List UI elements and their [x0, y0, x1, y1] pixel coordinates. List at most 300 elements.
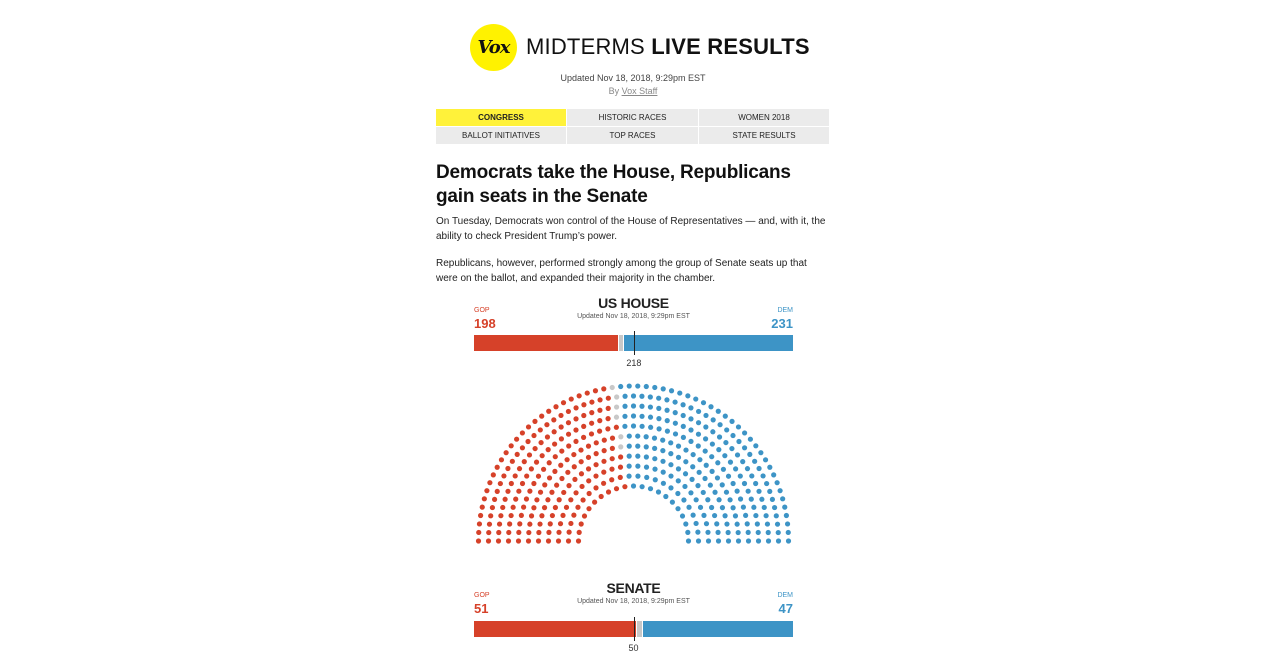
seat-gop[interactable]: [579, 484, 584, 489]
seat-dem[interactable]: [762, 505, 767, 510]
seat-dem[interactable]: [688, 427, 693, 432]
seat-gop[interactable]: [597, 397, 602, 402]
seat-dem[interactable]: [683, 459, 688, 464]
seat-dem[interactable]: [746, 530, 751, 535]
seat-dem[interactable]: [648, 425, 653, 430]
tab-women-2018[interactable]: WOMEN 2018: [699, 109, 830, 126]
seat-dem[interactable]: [751, 505, 756, 510]
seat-gop[interactable]: [505, 489, 510, 494]
seat-dem[interactable]: [763, 457, 768, 462]
seat-gop[interactable]: [566, 432, 571, 437]
seat-gop[interactable]: [561, 400, 566, 405]
seat-gop[interactable]: [542, 482, 547, 487]
seat-dem[interactable]: [785, 521, 790, 526]
seat-dem[interactable]: [714, 521, 719, 526]
seat-dem[interactable]: [639, 394, 644, 399]
seat-dem[interactable]: [680, 402, 685, 407]
seat-dem[interactable]: [696, 432, 701, 437]
seat-dem[interactable]: [648, 415, 653, 420]
seat-gop[interactable]: [540, 453, 545, 458]
seat-dem[interactable]: [741, 505, 746, 510]
seat-gop[interactable]: [546, 409, 551, 414]
seat-dem[interactable]: [736, 439, 741, 444]
seat-gop[interactable]: [593, 473, 598, 478]
seat-dem[interactable]: [775, 522, 780, 527]
seat-dem[interactable]: [631, 403, 636, 408]
seat-gop[interactable]: [614, 486, 619, 491]
seat-dem[interactable]: [685, 393, 690, 398]
seat-dem[interactable]: [765, 521, 770, 526]
seat-dem[interactable]: [733, 513, 738, 518]
seat-gop[interactable]: [575, 505, 580, 510]
seat-gop[interactable]: [553, 505, 558, 510]
seat-dem[interactable]: [786, 530, 791, 535]
seat-gop[interactable]: [552, 469, 557, 474]
seat-undecided[interactable]: [614, 394, 619, 399]
seat-dem[interactable]: [710, 429, 715, 434]
seat-gop[interactable]: [580, 497, 585, 502]
seat-dem[interactable]: [715, 475, 720, 480]
seat-dem[interactable]: [735, 522, 740, 527]
seat-dem[interactable]: [644, 475, 649, 480]
seat-dem[interactable]: [656, 406, 661, 411]
seat-dem[interactable]: [683, 447, 688, 452]
seat-dem[interactable]: [764, 481, 769, 486]
seat-gop[interactable]: [477, 521, 482, 526]
seat-dem[interactable]: [736, 538, 741, 543]
seat-dem[interactable]: [680, 513, 685, 518]
seat-dem[interactable]: [701, 400, 706, 405]
seat-dem[interactable]: [656, 396, 661, 401]
seat-gop[interactable]: [513, 497, 518, 502]
seat-dem[interactable]: [653, 477, 658, 482]
seat-gop[interactable]: [482, 496, 487, 501]
seat-dem[interactable]: [764, 513, 769, 518]
seat-dem[interactable]: [723, 440, 728, 445]
seat-dem[interactable]: [715, 460, 720, 465]
seat-gop[interactable]: [547, 460, 552, 465]
seat-dem[interactable]: [740, 459, 745, 464]
seat-dem[interactable]: [676, 466, 681, 471]
seat-dem[interactable]: [677, 390, 682, 395]
seat-gop[interactable]: [550, 513, 555, 518]
seat-dem[interactable]: [730, 433, 735, 438]
seat-dem[interactable]: [668, 473, 673, 478]
seat-dem[interactable]: [695, 483, 700, 488]
seat-gop[interactable]: [573, 490, 578, 495]
seat-dem[interactable]: [660, 438, 665, 443]
seat-gop[interactable]: [586, 444, 591, 449]
seat-dem[interactable]: [663, 494, 668, 499]
seat-gop[interactable]: [602, 448, 607, 453]
seat-dem[interactable]: [747, 452, 752, 457]
seat-dem[interactable]: [670, 500, 675, 505]
seat-gop[interactable]: [520, 430, 525, 435]
seat-dem[interactable]: [716, 538, 721, 543]
seat-dem[interactable]: [661, 470, 666, 475]
seat-gop[interactable]: [509, 513, 514, 518]
seat-gop[interactable]: [509, 443, 514, 448]
seat-dem[interactable]: [627, 433, 632, 438]
seat-dem[interactable]: [703, 448, 708, 453]
seat-dem[interactable]: [672, 399, 677, 404]
seat-gop[interactable]: [529, 466, 534, 471]
seat-undecided[interactable]: [618, 444, 623, 449]
seat-dem[interactable]: [782, 505, 787, 510]
seat-dem[interactable]: [676, 455, 681, 460]
seat-dem[interactable]: [640, 484, 645, 489]
seat-gop[interactable]: [524, 473, 529, 478]
seat-dem[interactable]: [668, 485, 673, 490]
seat-gop[interactable]: [478, 513, 483, 518]
seat-gop[interactable]: [531, 505, 536, 510]
seat-gop[interactable]: [581, 424, 586, 429]
seat-dem[interactable]: [627, 464, 632, 469]
seat-dem[interactable]: [723, 414, 728, 419]
seat-gop[interactable]: [503, 497, 508, 502]
seat-dem[interactable]: [753, 443, 758, 448]
seat-dem[interactable]: [771, 472, 776, 477]
seat-dem[interactable]: [709, 505, 714, 510]
seat-dem[interactable]: [770, 497, 775, 502]
seat-dem[interactable]: [736, 424, 741, 429]
seat-gop[interactable]: [491, 472, 496, 477]
seat-gop[interactable]: [610, 436, 615, 441]
seat-gop[interactable]: [556, 538, 561, 543]
seat-dem[interactable]: [746, 538, 751, 543]
seat-dem[interactable]: [742, 445, 747, 450]
seat-dem[interactable]: [720, 482, 725, 487]
seat-gop[interactable]: [517, 521, 522, 526]
seat-gop[interactable]: [618, 475, 623, 480]
seat-dem[interactable]: [695, 530, 700, 535]
seat-dem[interactable]: [720, 505, 725, 510]
seat-dem[interactable]: [691, 513, 696, 518]
seat-gop[interactable]: [484, 488, 489, 493]
seat-dem[interactable]: [753, 481, 758, 486]
seat-dem[interactable]: [766, 538, 771, 543]
seat-gop[interactable]: [576, 538, 581, 543]
seat-dem[interactable]: [753, 513, 758, 518]
seat-gop[interactable]: [579, 459, 584, 464]
seat-dem[interactable]: [691, 452, 696, 457]
seat-gop[interactable]: [495, 489, 500, 494]
seat-gop[interactable]: [496, 530, 501, 535]
seat-dem[interactable]: [644, 434, 649, 439]
seat-dem[interactable]: [748, 437, 753, 442]
seat-dem[interactable]: [631, 393, 636, 398]
seat-gop[interactable]: [487, 522, 492, 527]
seat-dem[interactable]: [622, 424, 627, 429]
seat-gop[interactable]: [521, 505, 526, 510]
seat-dem[interactable]: [631, 483, 636, 488]
seat-undecided[interactable]: [610, 385, 615, 390]
seat-dem[interactable]: [703, 436, 708, 441]
seat-dem[interactable]: [717, 422, 722, 427]
seat-gop[interactable]: [498, 481, 503, 486]
seat-gop[interactable]: [566, 538, 571, 543]
seat-gop[interactable]: [597, 418, 602, 423]
seat-gop[interactable]: [573, 427, 578, 432]
seat-gop[interactable]: [537, 521, 542, 526]
seat-dem[interactable]: [715, 530, 720, 535]
seat-gop[interactable]: [527, 452, 532, 457]
seat-gop[interactable]: [522, 459, 527, 464]
seat-gop[interactable]: [587, 491, 592, 496]
seat-dem[interactable]: [626, 474, 631, 479]
seat-dem[interactable]: [701, 513, 706, 518]
seat-dem[interactable]: [631, 423, 636, 428]
seat-dem[interactable]: [644, 454, 649, 459]
seat-gop[interactable]: [541, 467, 546, 472]
seat-gop[interactable]: [559, 436, 564, 441]
seat-dem[interactable]: [759, 497, 764, 502]
seat-gop[interactable]: [532, 446, 537, 451]
seat-dem[interactable]: [717, 434, 722, 439]
seat-gop[interactable]: [545, 497, 550, 502]
seat-dem[interactable]: [712, 513, 717, 518]
seat-dem[interactable]: [776, 530, 781, 535]
seat-dem[interactable]: [743, 513, 748, 518]
seat-gop[interactable]: [546, 530, 551, 535]
seat-gop[interactable]: [568, 521, 573, 526]
seat-dem[interactable]: [696, 420, 701, 425]
seat-dem[interactable]: [716, 409, 721, 414]
seat-dem[interactable]: [709, 454, 714, 459]
seat-dem[interactable]: [693, 396, 698, 401]
seat-dem[interactable]: [767, 465, 772, 470]
seat-gop[interactable]: [572, 477, 577, 482]
seat-dem[interactable]: [688, 416, 693, 421]
seat-dem[interactable]: [736, 530, 741, 535]
seat-dem[interactable]: [696, 409, 701, 414]
seat-gop[interactable]: [572, 464, 577, 469]
seat-gop[interactable]: [597, 408, 602, 413]
seat-dem[interactable]: [726, 530, 731, 535]
seat-gop[interactable]: [480, 505, 485, 510]
seat-gop[interactable]: [498, 513, 503, 518]
seat-dem[interactable]: [738, 473, 743, 478]
seat-gop[interactable]: [500, 505, 505, 510]
seat-gop[interactable]: [606, 406, 611, 411]
seat-gop[interactable]: [609, 477, 614, 482]
seat-dem[interactable]: [731, 505, 736, 510]
seat-gop[interactable]: [504, 450, 509, 455]
seat-gop[interactable]: [593, 388, 598, 393]
seat-dem[interactable]: [726, 538, 731, 543]
seat-dem[interactable]: [702, 476, 707, 481]
seat-dem[interactable]: [726, 474, 731, 479]
seat-gop[interactable]: [564, 505, 569, 510]
seat-dem[interactable]: [660, 459, 665, 464]
seat-gop[interactable]: [517, 466, 522, 471]
seat-dem[interactable]: [784, 513, 789, 518]
seat-gop[interactable]: [539, 414, 544, 419]
seat-dem[interactable]: [622, 414, 627, 419]
seat-gop[interactable]: [511, 505, 516, 510]
seat-gop[interactable]: [581, 413, 586, 418]
seat-dem[interactable]: [705, 497, 710, 502]
seat-gop[interactable]: [586, 506, 591, 511]
seat-dem[interactable]: [676, 478, 681, 483]
seat-gop[interactable]: [487, 480, 492, 485]
seat-dem[interactable]: [648, 486, 653, 491]
seat-dem[interactable]: [701, 490, 706, 495]
author-link[interactable]: Vox Staff: [621, 86, 658, 96]
seat-gop[interactable]: [547, 475, 552, 480]
seat-gop[interactable]: [552, 429, 557, 434]
seat-gop[interactable]: [539, 513, 544, 518]
seat-gop[interactable]: [526, 530, 531, 535]
seat-dem[interactable]: [766, 530, 771, 535]
seat-dem[interactable]: [693, 521, 698, 526]
seat-dem[interactable]: [682, 484, 687, 489]
seat-gop[interactable]: [526, 424, 531, 429]
tab-congress[interactable]: CONGRESS: [436, 109, 567, 126]
seat-gop[interactable]: [573, 439, 578, 444]
seat-gop[interactable]: [558, 521, 563, 526]
seat-dem[interactable]: [745, 466, 750, 471]
seat-gop[interactable]: [597, 429, 602, 434]
seat-gop[interactable]: [531, 433, 536, 438]
seat-dem[interactable]: [721, 467, 726, 472]
seat-gop[interactable]: [599, 494, 604, 499]
seat-dem[interactable]: [661, 386, 666, 391]
seat-gop[interactable]: [577, 393, 582, 398]
seat-gop[interactable]: [501, 473, 506, 478]
seat-dem[interactable]: [639, 404, 644, 409]
seat-gop[interactable]: [589, 421, 594, 426]
seat-gop[interactable]: [546, 538, 551, 543]
seat-gop[interactable]: [514, 437, 519, 442]
seat-gop[interactable]: [566, 409, 571, 414]
seat-gop[interactable]: [565, 470, 570, 475]
seat-gop[interactable]: [527, 489, 532, 494]
seat-dem[interactable]: [688, 405, 693, 410]
seat-dem[interactable]: [639, 424, 644, 429]
seat-dem[interactable]: [724, 490, 729, 495]
seat-dem[interactable]: [749, 473, 754, 478]
seat-dem[interactable]: [644, 444, 649, 449]
seat-gop[interactable]: [513, 473, 518, 478]
seat-dem[interactable]: [786, 538, 791, 543]
seat-dem[interactable]: [673, 410, 678, 415]
seat-dem[interactable]: [656, 416, 661, 421]
seat-dem[interactable]: [675, 491, 680, 496]
seat-gop[interactable]: [510, 459, 515, 464]
seat-gop[interactable]: [545, 434, 550, 439]
seat-gop[interactable]: [538, 440, 543, 445]
seat-gop[interactable]: [520, 445, 525, 450]
seat-gop[interactable]: [571, 452, 576, 457]
seat-gop[interactable]: [516, 530, 521, 535]
seat-dem[interactable]: [756, 489, 761, 494]
seat-gop[interactable]: [506, 530, 511, 535]
seat-dem[interactable]: [635, 474, 640, 479]
seat-dem[interactable]: [705, 530, 710, 535]
seat-dem[interactable]: [749, 497, 754, 502]
seat-gop[interactable]: [497, 521, 502, 526]
seat-gop[interactable]: [594, 440, 599, 445]
seat-gop[interactable]: [551, 417, 556, 422]
seat-dem[interactable]: [688, 490, 693, 495]
seat-dem[interactable]: [728, 460, 733, 465]
tab-ballot-initiatives[interactable]: BALLOT INITIATIVES: [436, 127, 567, 144]
seat-dem[interactable]: [627, 383, 632, 388]
seat-dem[interactable]: [688, 439, 693, 444]
seat-gop[interactable]: [573, 405, 578, 410]
seat-dem[interactable]: [696, 443, 701, 448]
seat-gop[interactable]: [536, 530, 541, 535]
seat-gop[interactable]: [519, 513, 524, 518]
seat-dem[interactable]: [669, 388, 674, 393]
seat-dem[interactable]: [709, 469, 714, 474]
seat-dem[interactable]: [652, 446, 657, 451]
seat-gop[interactable]: [496, 538, 501, 543]
seat-gop[interactable]: [567, 530, 572, 535]
tab-top-races[interactable]: TOP RACES: [567, 127, 699, 144]
seat-gop[interactable]: [593, 462, 598, 467]
seat-dem[interactable]: [690, 464, 695, 469]
seat-gop[interactable]: [526, 538, 531, 543]
seat-dem[interactable]: [660, 448, 665, 453]
seat-dem[interactable]: [696, 538, 701, 543]
seat-gop[interactable]: [564, 457, 569, 462]
seat-dem[interactable]: [656, 489, 661, 494]
seat-dem[interactable]: [760, 473, 765, 478]
seat-dem[interactable]: [622, 394, 627, 399]
seat-gop[interactable]: [559, 476, 564, 481]
seat-dem[interactable]: [631, 413, 636, 418]
seat-gop[interactable]: [610, 456, 615, 461]
seat-dem[interactable]: [673, 431, 678, 436]
seat-gop[interactable]: [585, 390, 590, 395]
seat-gop[interactable]: [586, 466, 591, 471]
seat-gop[interactable]: [557, 497, 562, 502]
seat-gop[interactable]: [601, 386, 606, 391]
seat-dem[interactable]: [745, 521, 750, 526]
seat-dem[interactable]: [728, 497, 733, 502]
seat-dem[interactable]: [622, 404, 627, 409]
seat-dem[interactable]: [706, 538, 711, 543]
seat-dem[interactable]: [756, 466, 761, 471]
seat-dem[interactable]: [755, 521, 760, 526]
seat-gop[interactable]: [586, 455, 591, 460]
seat-undecided[interactable]: [614, 415, 619, 420]
seat-gop[interactable]: [476, 530, 481, 535]
seat-dem[interactable]: [686, 538, 691, 543]
seat-gop[interactable]: [553, 404, 558, 409]
seat-dem[interactable]: [668, 451, 673, 456]
seat-dem[interactable]: [780, 496, 785, 501]
seat-dem[interactable]: [686, 505, 691, 510]
seat-gop[interactable]: [542, 505, 547, 510]
seat-gop[interactable]: [601, 481, 606, 486]
seat-gop[interactable]: [554, 483, 559, 488]
seat-dem[interactable]: [661, 481, 666, 486]
seat-dem[interactable]: [730, 481, 735, 486]
seat-gop[interactable]: [581, 435, 586, 440]
seat-dem[interactable]: [756, 530, 761, 535]
seat-dem[interactable]: [778, 488, 783, 493]
seat-dem[interactable]: [738, 496, 743, 501]
seat-gop[interactable]: [495, 465, 500, 470]
seat-gop[interactable]: [558, 413, 563, 418]
seat-gop[interactable]: [492, 497, 497, 502]
seat-gop[interactable]: [499, 457, 504, 462]
seat-dem[interactable]: [698, 505, 703, 510]
seat-gop[interactable]: [536, 538, 541, 543]
